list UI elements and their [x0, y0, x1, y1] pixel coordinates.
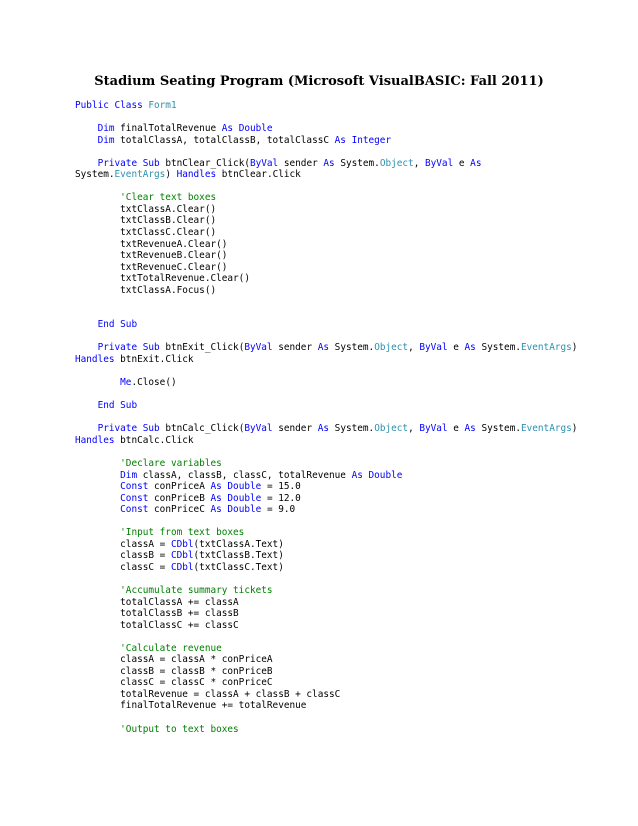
code-line: [75, 446, 577, 458]
code-token-code-text: .Close(): [131, 377, 177, 389]
code-token-code-text: [75, 527, 120, 538]
code-token-comment: 'Accumulate summary tickets: [120, 584, 273, 596]
code-line: [75, 273, 577, 285]
code-token-code-text: e: [453, 157, 471, 169]
code-token-comment: 'Output to text boxes: [120, 723, 239, 735]
code-line: [75, 458, 577, 470]
code-token-keyword: As: [470, 157, 482, 169]
code-token-code-text: [75, 158, 98, 169]
code-token-code-text: e: [447, 423, 465, 435]
code-token-type-name: Object: [374, 423, 409, 435]
code-line: [75, 192, 577, 204]
code-line: [75, 239, 577, 251]
code-line: [75, 112, 577, 124]
code-token-code-text: conPriceC: [148, 504, 211, 516]
code-token-code-text: txtClassC.Clear(): [75, 227, 217, 239]
code-token-code-text: ): [571, 342, 578, 354]
code-token-code-text: [75, 423, 98, 434]
code-token-keyword: ByVal: [244, 342, 273, 354]
code-token-comment: 'Input from text boxes: [120, 527, 245, 539]
code-line: [75, 227, 577, 239]
code-token-comment: 'Declare variables: [120, 457, 222, 469]
code-token-keyword: Dim: [97, 134, 115, 146]
code-token-code-text: (txtClassC.Text): [193, 561, 284, 573]
code-line: [75, 400, 577, 412]
code-token-code-text: System.: [75, 169, 115, 181]
code-token-code-text: [75, 319, 98, 330]
code-token-type-name: EventArgs: [520, 342, 572, 354]
code-token-code-text: e: [447, 342, 465, 354]
code-token-code-text: (txtClassB.Text): [193, 550, 284, 562]
code-line: [75, 608, 577, 620]
code-token-code-text: totalRevenue = classA + classB + classC: [75, 688, 341, 700]
code-token-type-name: Object: [374, 342, 409, 354]
code-token-keyword: Handles: [75, 354, 115, 366]
code-line: [75, 158, 577, 170]
code-line: [75, 516, 577, 528]
code-token-keyword: End Sub: [97, 319, 138, 331]
code-token-type-name: EventArgs: [520, 423, 572, 435]
code-line: [75, 585, 577, 597]
code-token-keyword: As: [464, 342, 476, 354]
code-token-type-name: EventArgs: [114, 169, 166, 181]
code-line: [75, 412, 577, 424]
code-line: [75, 308, 577, 320]
code-listing: [75, 100, 577, 735]
code-token-code-text: classA, classB, classC, totalRevenue: [137, 469, 352, 481]
code-token-code-text: txtRevenueC.Clear(): [75, 261, 228, 273]
code-token-code-text: btnExit.Click: [114, 354, 194, 366]
code-token-keyword: Handles: [75, 434, 115, 446]
code-token-keyword: End Sub: [97, 400, 138, 412]
code-token-keyword: ByVal: [425, 157, 454, 169]
code-token-keyword: ByVal: [419, 342, 448, 354]
code-token-code-text: txtTotalRevenue.Clear(): [75, 273, 250, 285]
code-line: [75, 169, 577, 181]
code-line: [75, 366, 577, 378]
code-token-comment: 'Calculate revenue: [120, 642, 222, 654]
code-line: [75, 527, 577, 539]
code-line: [75, 724, 577, 736]
code-token-keyword: As: [323, 157, 335, 169]
code-token-code-text: classB =: [75, 550, 171, 562]
code-token-code-text: classA =: [75, 538, 171, 550]
document-title: Stadium Seating Program (Microsoft VisualBASIC: Fall 2011): [94, 74, 544, 89]
code-line: [75, 342, 577, 354]
code-token-keyword: As: [317, 423, 330, 435]
code-token-code-text: ,: [408, 342, 420, 354]
code-token-comment: 'Clear text boxes: [120, 192, 217, 204]
code-token-code-text: ,: [413, 157, 425, 169]
code-token-keyword: Public Class: [75, 100, 149, 111]
code-line: [75, 135, 577, 147]
code-token-code-text: [75, 493, 120, 504]
code-token-code-text: txtClassB.Clear(): [75, 215, 217, 227]
code-token-code-text: = 9.0: [261, 504, 296, 516]
code-line: [75, 296, 577, 308]
code-line: [75, 712, 577, 724]
code-token-keyword: Private Sub: [97, 342, 160, 354]
code-token-code-text: classC =: [75, 561, 171, 573]
code-token-code-text: conPriceB: [148, 492, 211, 504]
code-token-code-text: sender: [272, 423, 318, 435]
code-line: [75, 250, 577, 262]
code-token-code-text: finalTotalRevenue: [114, 123, 222, 135]
code-token-code-text: [75, 504, 120, 515]
code-token-keyword: Const: [120, 481, 149, 493]
code-token-keyword: Handles: [176, 169, 217, 181]
code-line: [75, 504, 577, 516]
code-token-keyword: ByVal: [419, 423, 448, 435]
code-token-keyword: As Integer: [334, 134, 392, 146]
code-token-code-text: [75, 192, 120, 203]
code-token-code-text: btnExit_Click(: [159, 342, 245, 354]
code-token-keyword: Const: [120, 492, 149, 504]
code-line: [75, 331, 577, 343]
code-token-keyword: As Double: [351, 469, 403, 481]
code-line: [75, 573, 577, 585]
code-line: [75, 181, 577, 193]
code-line: [75, 204, 577, 216]
code-token-code-text: [75, 342, 98, 353]
code-line: [75, 539, 577, 551]
code-token-code-text: System.: [334, 157, 380, 169]
code-line: [75, 123, 577, 135]
code-token-code-text: sender: [272, 342, 318, 354]
code-token-code-text: totalClassC += classC: [75, 619, 239, 631]
code-line: [75, 700, 577, 712]
code-line: [75, 689, 577, 701]
code-line: [75, 319, 577, 331]
code-line: [75, 100, 577, 112]
code-token-code-text: System.: [475, 342, 521, 354]
code-token-code-text: txtRevenueB.Clear(): [75, 250, 228, 262]
code-token-code-text: ,: [408, 423, 420, 435]
code-line: [75, 215, 577, 227]
code-token-code-text: totalClassA, totalClassB, totalClassC: [114, 134, 335, 146]
code-line: [75, 666, 577, 678]
code-token-code-text: ): [571, 423, 578, 435]
code-token-keyword: Dim: [120, 469, 138, 481]
code-line: [75, 262, 577, 274]
code-token-keyword: Private Sub: [97, 157, 160, 169]
code-token-code-text: txtClassA.Clear(): [75, 203, 217, 215]
code-token-keyword: As Double: [210, 492, 262, 504]
code-token-code-text: [75, 458, 120, 469]
code-token-keyword: Dim: [97, 123, 115, 135]
code-token-code-text: btnCalc.Click: [114, 434, 194, 446]
code-token-keyword: CDbl: [170, 561, 194, 573]
code-token-code-text: btnClear_Click(: [159, 157, 250, 169]
code-line: [75, 481, 577, 493]
code-token-keyword: CDbl: [170, 538, 194, 550]
code-token-code-text: [75, 724, 120, 735]
code-token-code-text: txtClassA.Focus(): [75, 284, 217, 296]
code-token-keyword: Const: [120, 504, 149, 516]
code-token-keyword: As Double: [210, 504, 262, 516]
code-token-code-text: = 12.0: [261, 492, 301, 504]
code-token-code-text: totalClassB += classB: [75, 608, 239, 620]
code-token-keyword: As: [464, 423, 476, 435]
code-token-code-text: System.: [329, 342, 375, 354]
code-token-code-text: btnClear.Click: [216, 169, 301, 181]
code-token-code-text: [75, 470, 120, 481]
code-token-keyword: Me: [120, 377, 132, 389]
code-token-code-text: conPriceA: [148, 481, 211, 493]
code-token-code-text: [75, 377, 120, 388]
code-token-code-text: = 15.0: [261, 481, 301, 493]
code-line: [75, 493, 577, 505]
code-token-keyword: As: [317, 342, 330, 354]
code-token-code-text: classB = classB * conPriceB: [75, 665, 273, 677]
code-line: [75, 643, 577, 655]
code-token-code-text: finalTotalRevenue += totalRevenue: [75, 700, 307, 712]
code-line: [75, 285, 577, 297]
code-line: [75, 654, 577, 666]
code-line: [75, 620, 577, 632]
code-line: [75, 470, 577, 482]
code-token-keyword: Private Sub: [97, 423, 160, 435]
code-token-code-text: [75, 400, 98, 411]
code-line: [75, 631, 577, 643]
code-token-keyword: As Double: [210, 481, 262, 493]
code-line: [75, 562, 577, 574]
code-line: [75, 435, 577, 447]
code-token-code-text: btnCalc_Click(: [159, 423, 245, 435]
code-line: [75, 377, 577, 389]
code-token-code-text: (txtClassA.Text): [193, 538, 284, 550]
code-token-code-text: [75, 481, 120, 492]
code-line: [75, 423, 577, 435]
code-token-code-text: [75, 643, 120, 654]
code-line: [75, 677, 577, 689]
code-token-code-text: classA = classA * conPriceA: [75, 654, 273, 666]
code-token-keyword: CDbl: [170, 550, 194, 562]
code-token-code-text: totalClassA += classA: [75, 596, 239, 608]
code-line: [75, 146, 577, 158]
code-token-code-text: System.: [329, 423, 375, 435]
code-token-code-text: [75, 123, 98, 134]
code-token-keyword: ByVal: [244, 423, 273, 435]
code-token-code-text: classC = classC * conPriceC: [75, 677, 273, 689]
code-token-code-text: txtRevenueA.Clear(): [75, 238, 228, 250]
code-token-keyword: ByVal: [249, 157, 279, 169]
code-token-type-name: Object: [379, 157, 414, 169]
code-line: [75, 354, 577, 366]
code-token-code-text: System.: [475, 423, 521, 435]
code-token-keyword: As Double: [221, 123, 273, 135]
code-token-code-text: sender: [278, 157, 324, 169]
code-line: [75, 389, 577, 401]
code-line: [75, 550, 577, 562]
code-token-code-text: ): [165, 169, 177, 181]
code-line: [75, 597, 577, 609]
code-token-type-name: Form1: [148, 100, 177, 111]
code-token-code-text: [75, 135, 98, 146]
code-token-code-text: [75, 585, 120, 596]
